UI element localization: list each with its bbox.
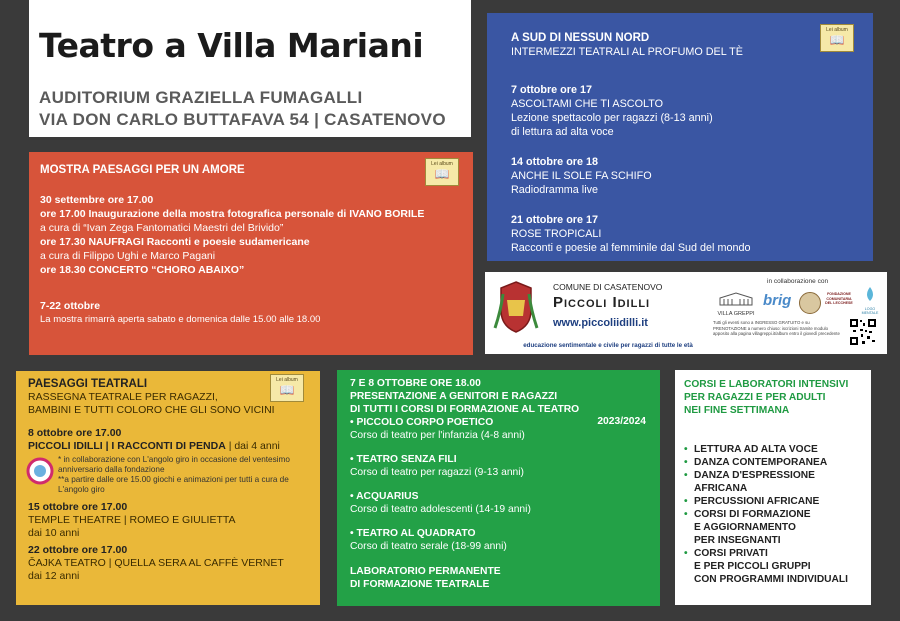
event-desc: di lettura ad alta voce <box>511 126 614 138</box>
yellow-title: PAESAGGI TEATRALI <box>28 378 148 390</box>
event-desc: Radiodramma live <box>511 184 599 196</box>
courses-title: CORSI E LABORATORI INTENSIVI <box>684 379 849 390</box>
villa-building-icon <box>718 292 754 306</box>
course-desc: Corso di teatro per l'infanzia (4-8 anni) <box>350 430 525 441</box>
event-item <box>511 83 859 139</box>
orange-line: a cura di Filippo Ughi e Marco Pagani <box>40 250 216 262</box>
event-age: dai 10 anni <box>28 527 80 539</box>
orange-line: ore 17.00 Inaugurazione della mostra fotografica personale di IVANO BORILE <box>40 208 425 220</box>
list-item: • PERCUSSIONI AFRICANE <box>684 495 865 508</box>
venue-address: VIA DON CARLO BUTTAFAVA 54 | CASATENOVO <box>39 110 446 129</box>
event-title: TEMPLE THEATRE | ROMEO E GIULIETTA <box>28 514 236 526</box>
event-date: 21 ottobre ore 17 <box>511 214 599 226</box>
villa-greppi-logo: VILLA GREPPI <box>713 292 759 317</box>
course-name: • PICCOLO CORPO POETICO <box>350 417 494 428</box>
event-title: ROSE TROPICALI <box>511 228 602 240</box>
courses-title: PER RAGAZZI E PER ADULTI <box>684 392 826 403</box>
sud-nessun-nord-panel <box>487 13 873 261</box>
green-heading: DI TUTTI I CORSI DI FORMAZIONE AL TEATRO <box>350 404 580 415</box>
mostra-panel <box>29 152 473 355</box>
corsi-teatro-panel <box>337 370 660 606</box>
qr-code-icon[interactable] <box>849 318 877 346</box>
comune-label: COMUNE DI CASATENOVO <box>553 282 663 292</box>
fondazione-logo: FONDAZIONE COMUNITARIA DEL LECCHESE <box>825 292 853 305</box>
brig-logo: brig <box>763 292 792 309</box>
paesaggi-teatrali-panel <box>16 371 320 605</box>
event-date: 22 ottobre ore 17.00 <box>28 544 128 556</box>
orange-date: 30 settembre ore 17.00 <box>40 194 154 206</box>
event-age: dai 12 anni <box>28 570 80 582</box>
course-desc: Corso di teatro adolescenti (14-19 anni) <box>350 504 531 515</box>
orange-title: MOSTRA PAESAGGI PER UN AMORE <box>40 164 245 176</box>
list-item: PER INSEGNANTI <box>694 535 781 546</box>
event-title: ASCOLTAMI CHE TI ASCOLTO <box>511 98 663 110</box>
brand-tagline: educazione sentimentale e civile per ragazzi di tutte le età <box>523 342 693 349</box>
booking-note: Tutti gli eventi sono a INGRESSO GRATUITO e su PRENOTAZIONE a numero chiuso: iscrizioni tramite modulo apposito alla pagina villagreppi.it/album entro il giovedì precedente <box>713 320 840 336</box>
event-date: 8 ottobre ore 17.00 <box>28 427 122 439</box>
album-sticker-icon: Lei album 📖 <box>425 158 459 186</box>
event-title: ČAJKA TEATRO | QUELLA SERA AL CAFFÈ VERNET <box>28 557 284 569</box>
courses-title: NEI FINE SETTIMANA <box>684 405 790 416</box>
comune-crest-icon <box>493 280 539 334</box>
blue-title: A SUD DI NESSUN NORD <box>511 32 650 44</box>
yellow-subtitle: BAMBINI E TUTTI COLORO CHE GLI SONO VICINI <box>28 404 275 416</box>
green-heading: PRESENTAZIONE A GENITORI E RAGAZZI <box>350 391 558 402</box>
seal-icon <box>799 292 821 314</box>
event-title: PICCOLI IDILLI | I RACCONTI DI PENDA | dai 4 anni <box>28 440 280 452</box>
event-item <box>511 155 859 197</box>
event-date: 7 ottobre ore 17 <box>511 84 592 96</box>
orange-line: ore 18.30 CONCERTO “CHORO ABAIXO” <box>40 264 245 276</box>
green-heading: 7 E 8 OTTOBRE ORE 18.00 <box>350 378 481 389</box>
course-item <box>350 453 650 479</box>
green-footer: LABORATORIO PERMANENTE <box>350 566 501 577</box>
footnote: * in collaborazione con L'angolo giro in occasione del ventesimo anniversario dalla fondazione <box>58 455 290 474</box>
event-item <box>511 213 859 255</box>
angolo-giro-badge-icon <box>26 457 54 485</box>
footnote: **a partire dalle ore 15.00 giochi e animazioni per tutti a cura de L'angolo giro <box>58 475 289 494</box>
logos-box <box>485 272 887 354</box>
album-sticker-icon: Lei album 📖 <box>270 374 304 402</box>
course-item <box>350 490 650 516</box>
blue-subtitle: INTERMEZZI TEATRALI AL PROFUMO DEL TÈ <box>511 46 743 58</box>
green-footer: DI FORMAZIONE TEATRALE <box>350 579 490 590</box>
event-desc: Racconti e poesie al femminile dal Sud del mondo <box>511 242 751 254</box>
list-item: E AGGIORNAMENTO <box>694 522 796 533</box>
event-date: 15 ottobre ore 17.00 <box>28 501 128 513</box>
list-item: • LETTURA AD ALTA VOCE <box>684 443 865 456</box>
collab-label: in collaborazione con <box>767 278 829 285</box>
logo-mentale: LOGO MENTALE <box>857 286 883 315</box>
list-item: • CORSI DI FORMAZIONE <box>684 508 865 521</box>
event-title: ANCHE IL SOLE FA SCHIFO <box>511 170 652 182</box>
drop-icon <box>863 286 877 302</box>
course-desc: Corso di teatro per ragazzi (9-13 anni) <box>350 467 524 478</box>
orange-period-note: La mostra rimarrà aperta sabato e domenica dalle 15.00 alle 18.00 <box>40 314 321 325</box>
season-year: 2023/2024 <box>597 416 646 427</box>
orange-line: a cura di “Ivan Zega Fantomatici Maestri del Brivido” <box>40 222 284 234</box>
course-name: • TEATRO SENZA FILI <box>350 454 457 465</box>
course-name: • ACQUARIUS <box>350 491 419 502</box>
course-desc: Corso di teatro serale (18-99 anni) <box>350 541 507 552</box>
orange-period: 7-22 ottobre <box>40 300 101 312</box>
event-date: 14 ottobre ore 18 <box>511 156 599 168</box>
page-title: Teatro a Villa Mariani <box>39 26 424 65</box>
website-link[interactable]: www.piccoliidilli.it <box>553 317 648 329</box>
list-item: • DANZA D'ESPRESSIONE <box>684 469 865 482</box>
list-item: CON PROGRAMMI INDIVIDUALI <box>694 574 848 585</box>
title-box <box>29 0 471 137</box>
album-sticker-icon: Lei album 📖 <box>820 24 854 52</box>
orange-line: ore 17.30 NAUFRAGI Racconti e poesie sudamericane <box>40 236 310 248</box>
list-item: E PER PICCOLI GRUPPI <box>694 561 811 572</box>
list-item: • DANZA CONTEMPORANEA <box>684 456 865 469</box>
list-item: AFRICANA <box>694 483 748 494</box>
course-item <box>350 527 650 553</box>
corsi-intensivi-panel <box>675 370 871 605</box>
list-item: • CORSI PRIVATI <box>684 547 865 560</box>
event-desc: Lezione spettacolo per ragazzi (8-13 anni) <box>511 112 713 124</box>
brand-logo: Piccoli Idilli <box>553 294 651 311</box>
venue-name: AUDITORIUM GRAZIELLA FUMAGALLI <box>39 88 363 107</box>
courses-list <box>684 443 865 586</box>
course-name: • TEATRO AL QUADRATO <box>350 528 476 539</box>
yellow-subtitle: RASSEGNA TEATRALE PER RAGAZZI, <box>28 391 218 403</box>
